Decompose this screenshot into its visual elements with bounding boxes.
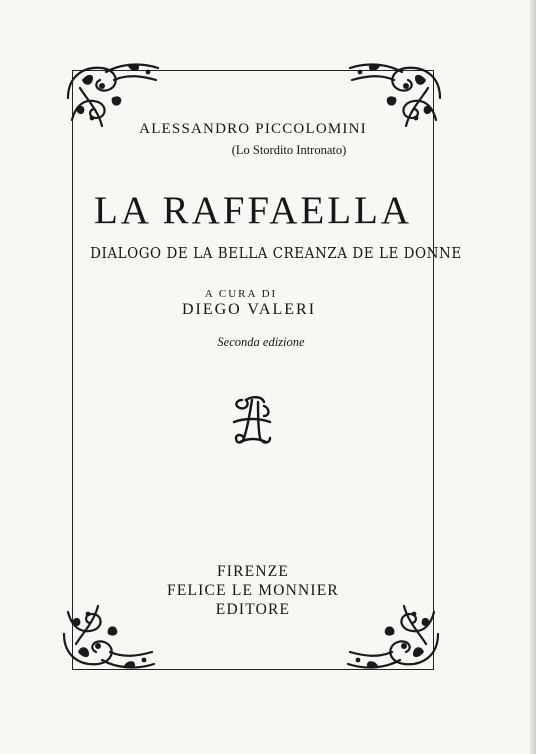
curator-prefix: A CURA DI xyxy=(204,288,278,300)
book-title: LA RAFFAELLA xyxy=(93,189,413,232)
author-pseudonym: (Lo Stordito Intronato) xyxy=(231,143,347,157)
book-subtitle: DIALOGO DE LA BELLA CREANZA DE LE DONNE xyxy=(90,244,462,262)
author-name: ALESSANDRO PICCOLOMINI xyxy=(139,121,367,137)
publisher-city: FIRENZE xyxy=(216,563,290,580)
curator-name: DIEGO VALERI xyxy=(181,301,317,318)
publisher-monogram-icon xyxy=(228,392,276,448)
floral-corner-ornament-icon xyxy=(62,58,162,128)
publisher-role: EDITORE xyxy=(215,601,291,618)
floral-corner-ornament-icon xyxy=(346,58,446,128)
publisher-name: FELICE LE MONNIER xyxy=(167,582,339,599)
page-edge xyxy=(530,0,536,754)
edition-note: Seconda edizione xyxy=(217,335,305,349)
